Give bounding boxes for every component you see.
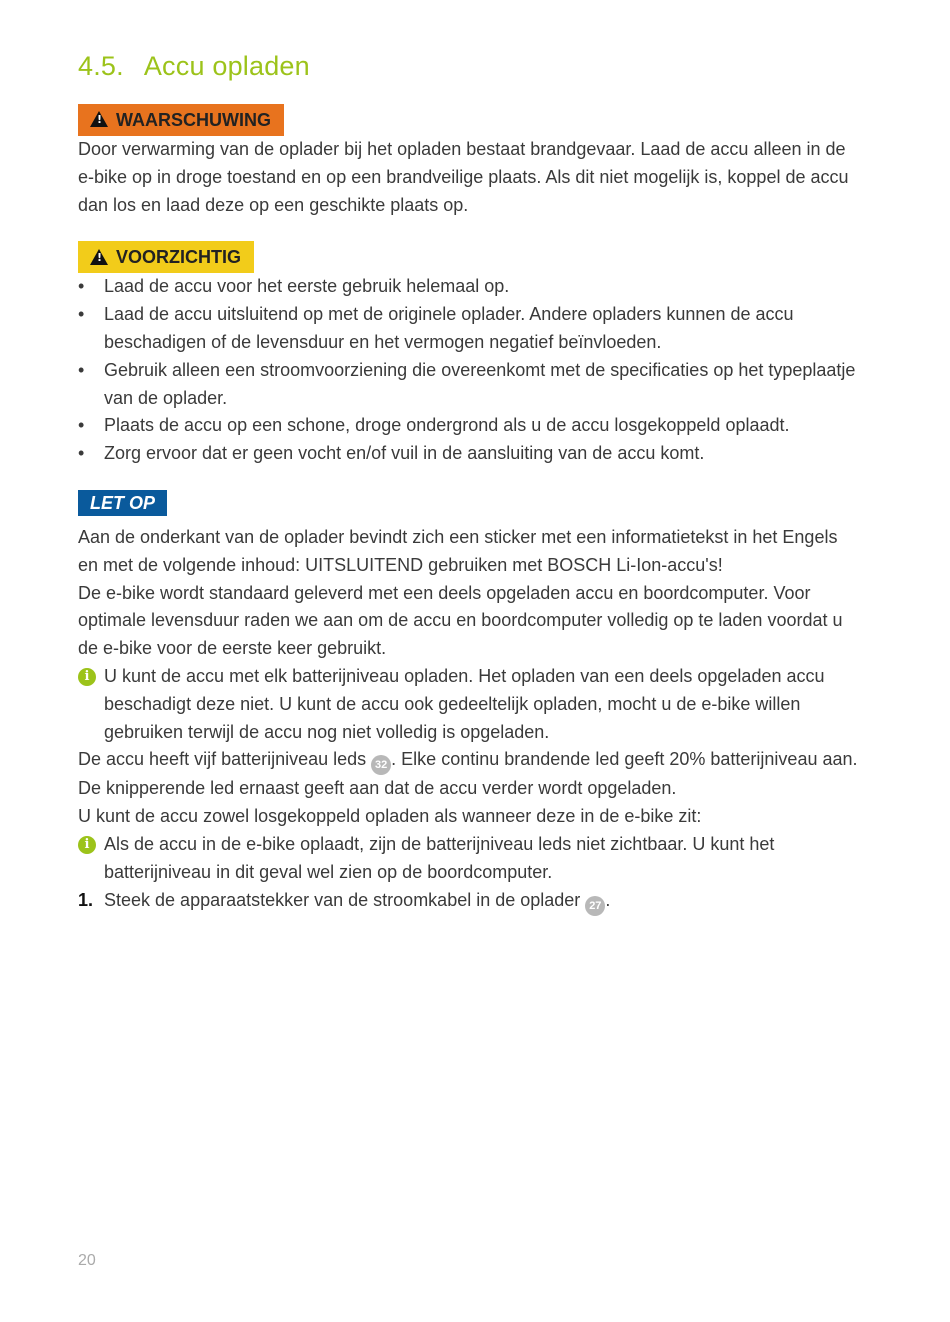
- info-note-2: [78, 831, 858, 887]
- section-title: Accu opladen: [143, 51, 310, 81]
- note-label: LET OP: [78, 490, 167, 516]
- step-end: .: [605, 889, 611, 910]
- warning-text: Door verwarming van de oplader bij het opladen bestaat brandgevaar. Laad de accu alleen in de e-bike op in droge toestand en op een brandveilige plaats. Als dit niet mogelijk is, koppel de accu dan los en laad deze op een geschikte plaats op.: [78, 139, 849, 215]
- note-paragraph-3: [78, 746, 858, 803]
- page-number: 20: [78, 1252, 96, 1269]
- info-circle-icon: i: [78, 836, 96, 854]
- note-paragraph-1: Aan de onderkant van de oplader bevindt zich een sticker met een informatietekst in het Engels en met de volgende inhoud: UITSLUITEND gebruiken met BOSCH Li-Ion-accu's!: [78, 526, 838, 575]
- p3-text-end: . Elke continu brandende led geeft 20% batterijniveau aan. De knipperende led ernaast geeft aan dat de accu verder wordt opgeladen.: [78, 749, 858, 799]
- section-number: 4.5.: [78, 51, 124, 81]
- info-circle-icon: i: [78, 668, 96, 686]
- step-text: Steek de apparaatstekker van de stroomkabel in de oplader: [104, 889, 586, 910]
- warning-label: [78, 104, 284, 136]
- list-item: • Laad de accu voor het eerste gebruik helemaal op.: [78, 273, 858, 301]
- warning-label-text: WAARSCHUWING: [116, 110, 271, 130]
- caution-label: [78, 241, 254, 273]
- caution-label-text: VOORZICHTIG: [116, 247, 241, 268]
- step-1: [78, 887, 858, 916]
- info-text-1: U kunt de accu met elk batterijniveau opladen. Het opladen van een deels opgeladen accu beschadigt deze niet. U kunt de accu ook gedeeltelijk opladen, mocht u de e-bike willen gebruiken terwijl de accu nog niet volledig is opgeladen.: [104, 665, 825, 742]
- note-paragraph-2: De e-bike wordt standaard geleverd met een deels opgeladen accu en boordcomputer. Voor optimale levensduur raden we aan om de accu en boordcomputer volledig op te laden voordat u de e-bike voor de eerste keer gebruikt.: [78, 582, 843, 659]
- list-item: • Zorg ervoor dat er geen vocht en/of vuil in de aansluiting van de accu komt.: [78, 440, 858, 468]
- reference-badge: 32: [371, 755, 391, 775]
- caution-block: [78, 241, 858, 468]
- note-paragraph-4: U kunt de accu zowel losgekoppeld opladen als wanneer deze in de e-bike zit:: [78, 806, 702, 827]
- list-item: • Laad de accu uitsluitend op met de originele oplader. Andere opladers kunnen de accu beschadigen of de levensduur en het vermogen negatief beïnvloeden.: [78, 301, 858, 357]
- p3-text-start: De accu heeft vijf batterijniveau leds: [78, 749, 372, 770]
- caution-list: [78, 273, 858, 468]
- note-block: [78, 490, 858, 916]
- warning-triangle-icon: [90, 111, 108, 127]
- section-heading: [78, 48, 858, 84]
- page-content: [78, 48, 858, 938]
- step-number: 1.: [78, 889, 94, 910]
- info-note-1: [78, 663, 858, 746]
- warning-triangle-icon: [90, 249, 108, 265]
- list-item: • Gebruik alleen een stroomvoorziening die overeenkomt met de specificaties op het typeplaatje van de oplader.: [78, 357, 858, 413]
- list-item: • Plaats de accu op een schone, droge ondergrond als u de accu losgekoppeld oplaadt.: [78, 412, 858, 440]
- reference-badge: 27: [585, 896, 605, 916]
- info-text-2: Als de accu in de e-bike oplaadt, zijn de batterijniveau leds niet zichtbaar. U kunt het batterijniveau in dit geval wel zien op de boordcomputer.: [104, 833, 775, 882]
- warning-block: [78, 104, 858, 219]
